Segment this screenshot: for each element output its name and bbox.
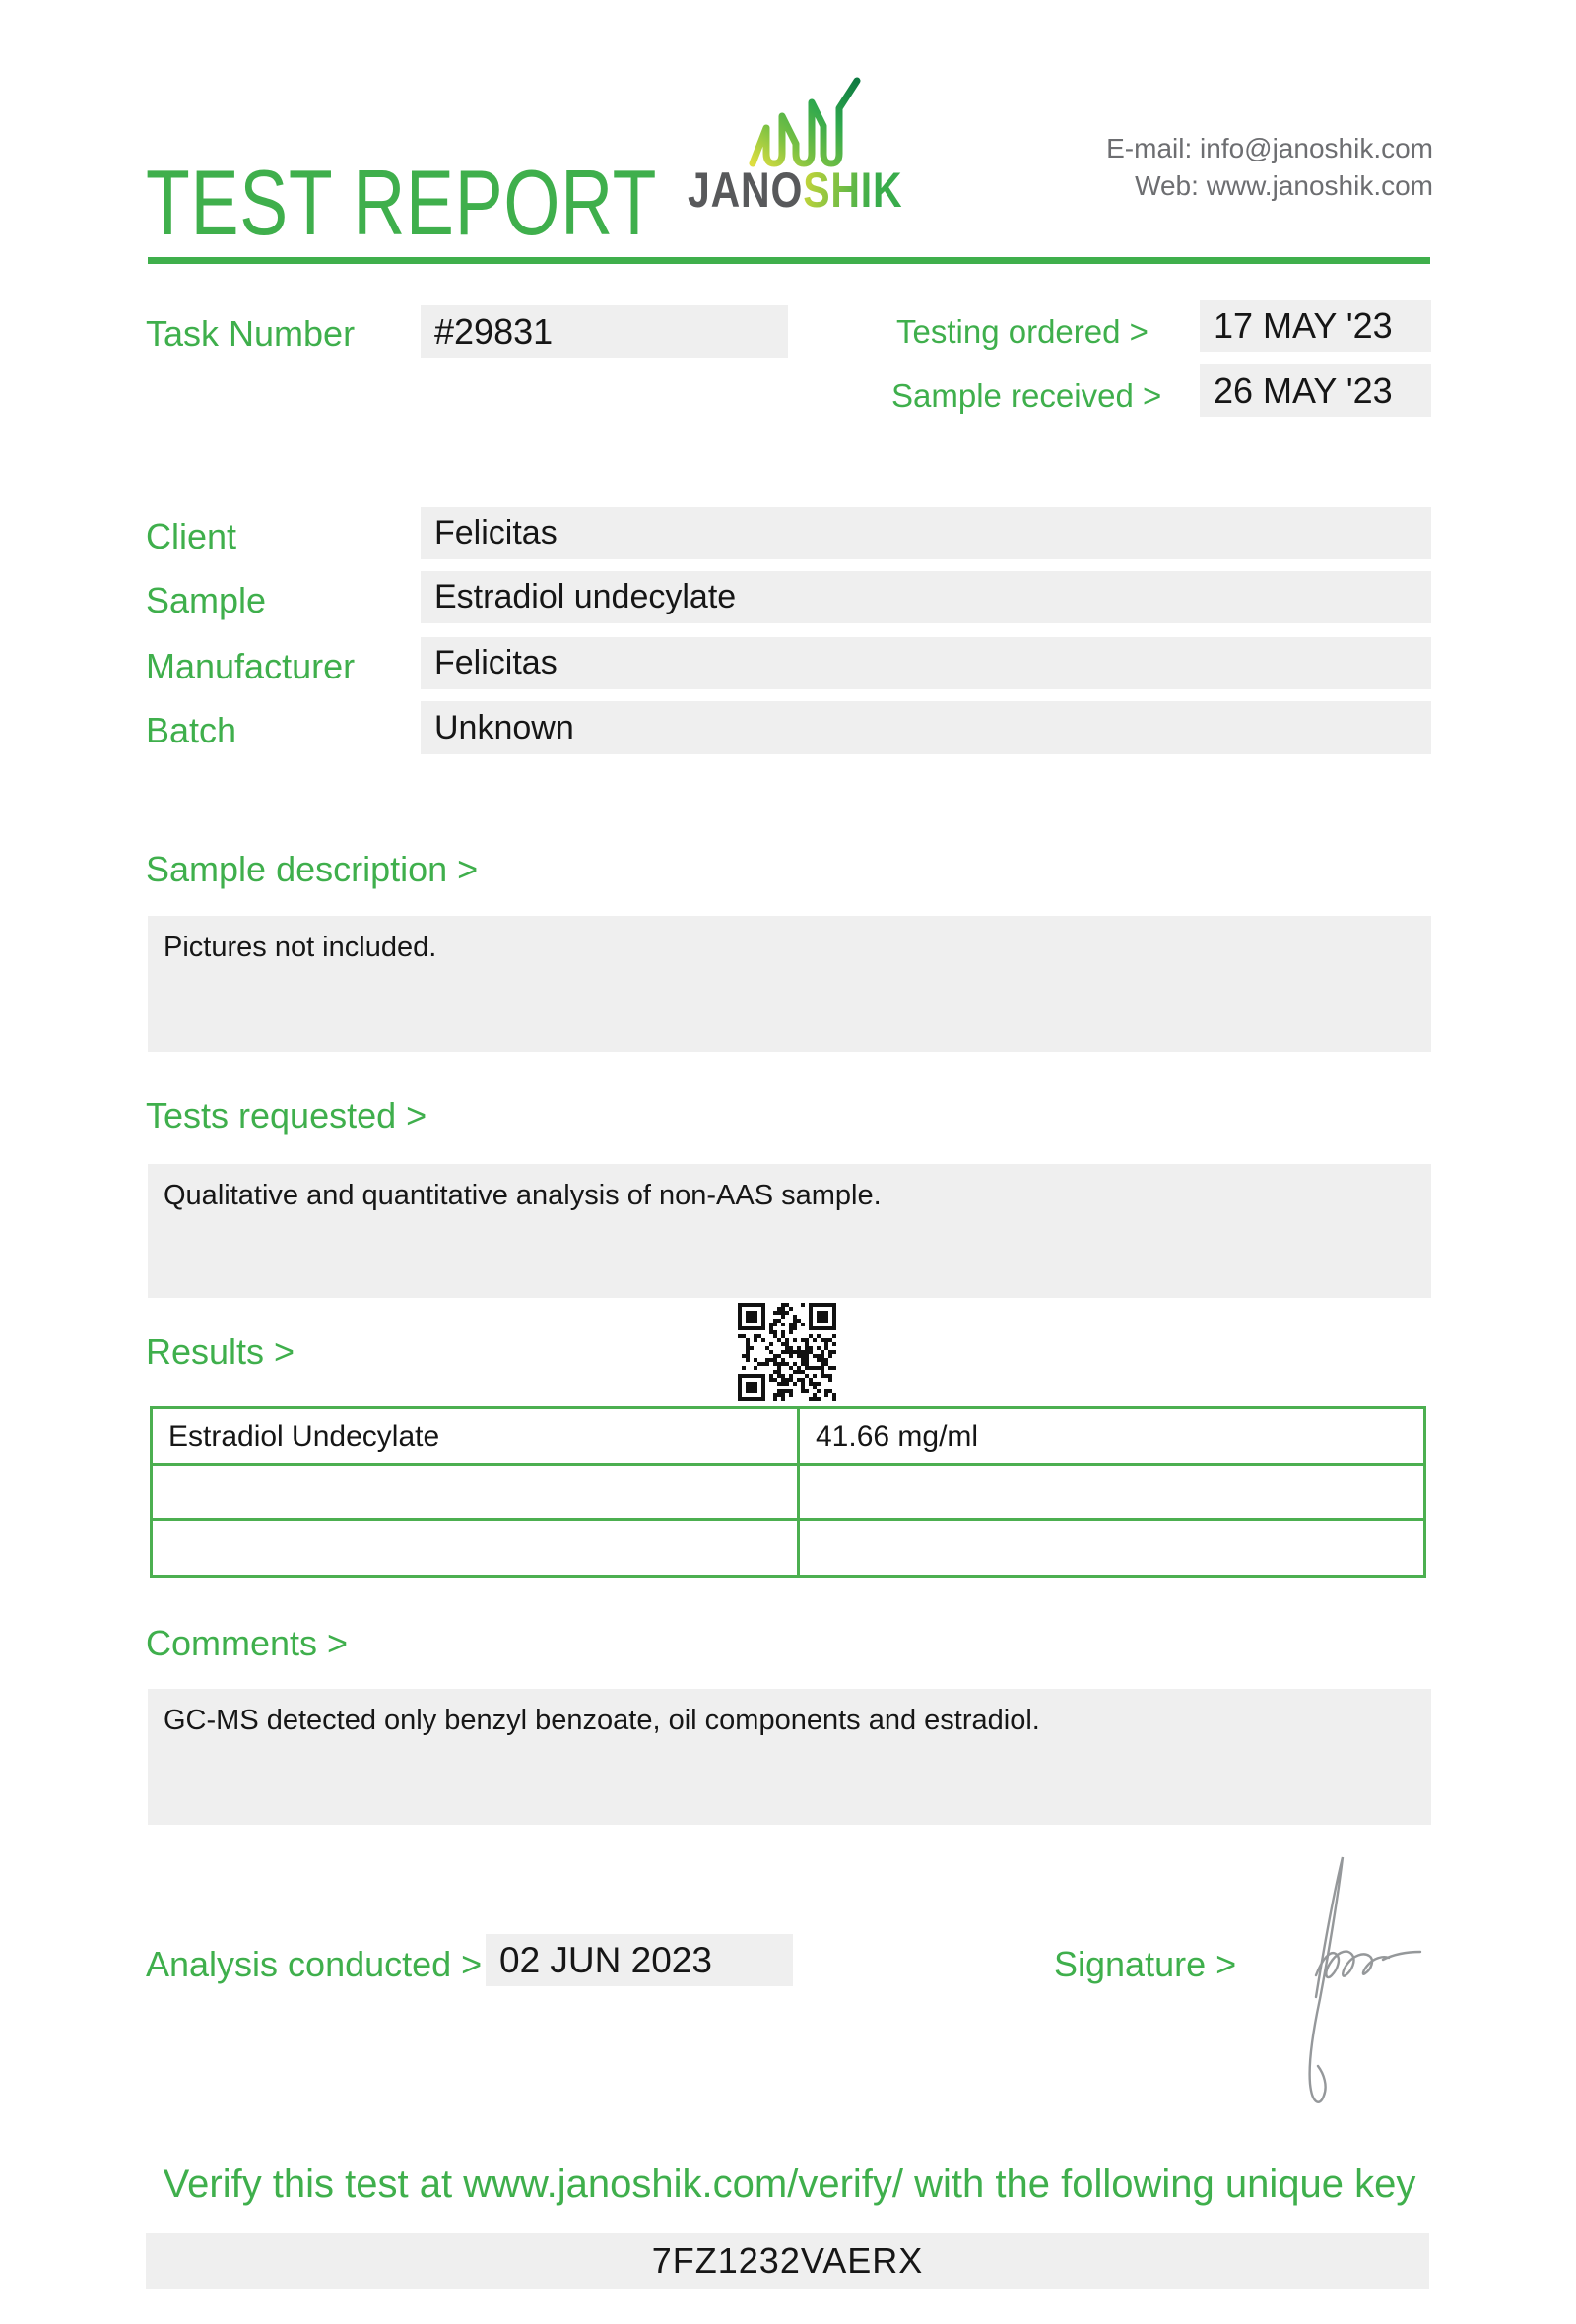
results-table — [150, 1406, 1426, 1578]
task-number-box — [421, 305, 788, 358]
comments-box — [148, 1689, 1431, 1825]
contact-info — [1106, 130, 1433, 205]
batch-label: Batch — [146, 710, 237, 750]
logo-chart-icon — [747, 77, 867, 167]
result-substance — [152, 1465, 799, 1520]
client-label: Client — [146, 516, 237, 556]
verify-key-box — [146, 2233, 1429, 2289]
client-box — [421, 507, 1431, 559]
contact-web: Web: www.janoshik.com — [1135, 170, 1433, 201]
testing-ordered-label: Testing ordered > — [896, 313, 1149, 350]
result-substance: Estradiol Undecylate — [152, 1408, 799, 1465]
manufacturer-label: Manufacturer — [146, 646, 356, 686]
sample-received-box — [1200, 364, 1431, 417]
result-value — [799, 1520, 1425, 1577]
sample-description-heading: Sample description > — [146, 849, 479, 889]
qr-code — [738, 1303, 836, 1401]
logo-shik: SHIK — [803, 162, 903, 218]
logo-jano: JANO — [688, 162, 804, 218]
tests-requested-text: Qualitative and quantitative analysis of non-AAS sample. — [164, 1180, 882, 1211]
result-substance — [152, 1520, 799, 1577]
result-value: 41.66 mg/ml — [799, 1408, 1425, 1465]
sample-received-label: Sample received > — [891, 377, 1162, 414]
analysis-date-value: 02 JUN 2023 — [499, 1940, 712, 1980]
verify-key-value: 7FZ1232VAERX — [651, 2240, 924, 2281]
task-number-label: Task Number — [146, 313, 356, 354]
batch-value: Unknown — [434, 709, 574, 746]
analysis-conducted-label: Analysis conducted > — [146, 1944, 483, 1984]
header-divider — [148, 257, 1430, 264]
signature-label: Signature > — [1054, 1944, 1237, 1984]
results-row — [152, 1408, 1425, 1465]
sample-label: Sample — [146, 580, 267, 620]
page-title: TEST REPORT — [146, 151, 658, 254]
sample-box — [421, 571, 1431, 623]
sample-received-value: 26 MAY '23 — [1214, 370, 1393, 411]
comments-heading: Comments > — [146, 1623, 349, 1663]
results-heading: Results > — [146, 1331, 296, 1372]
tests-requested-heading: Tests requested > — [146, 1095, 427, 1135]
results-row — [152, 1520, 1425, 1577]
contact-email: E-mail: info@janoshik.com — [1106, 133, 1433, 163]
sample-description-box — [148, 916, 1431, 1052]
testing-ordered-box — [1200, 300, 1431, 352]
results-row — [152, 1465, 1425, 1520]
signature-image — [1273, 1849, 1430, 2135]
verify-instruction: Verify this test at www.janoshik.com/verify/ with the following unique key — [163, 2163, 1416, 2206]
comments-text: GC-MS detected only benzyl benzoate, oil components and estradiol. — [164, 1705, 1040, 1736]
manufacturer-value: Felicitas — [434, 644, 558, 681]
manufacturer-box — [421, 637, 1431, 689]
batch-box — [421, 701, 1431, 754]
logo-wordmark — [688, 161, 902, 219]
client-value: Felicitas — [434, 514, 558, 551]
sample-description-text: Pictures not included. — [164, 932, 437, 963]
testing-ordered-value: 17 MAY '23 — [1214, 305, 1393, 346]
task-number-value: #29831 — [434, 311, 554, 352]
result-value — [799, 1465, 1425, 1520]
tests-requested-box — [148, 1164, 1431, 1298]
analysis-date-box — [486, 1934, 793, 1986]
sample-value: Estradiol undecylate — [434, 578, 737, 615]
